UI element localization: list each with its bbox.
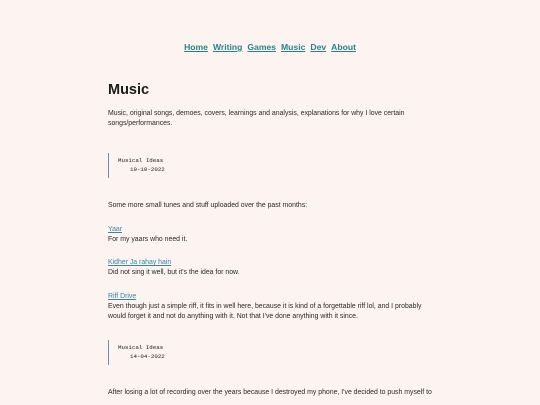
post-body (108, 388, 433, 398)
post-date: 19-10-2022 (130, 166, 165, 173)
entry-link-line (108, 218, 433, 233)
post-category: Musical Ideas (118, 157, 164, 164)
entry-description: Did not sing it well, but it's the idea for now. (108, 269, 240, 277)
top-nav (0, 41, 540, 53)
post-header (108, 340, 433, 365)
post-header (108, 153, 433, 178)
nav-dev-link[interactable]: Dev (310, 42, 327, 52)
post-date: 14-04-2022 (130, 352, 165, 360)
page-title: Music (108, 82, 150, 98)
nav-about-link[interactable]: About (331, 42, 356, 52)
post-intro: Some more small tunes and stuff uploaded over the past months: (108, 202, 308, 209)
nav-writing-link[interactable]: Writing (212, 42, 243, 52)
nav-home-link[interactable]: Home (184, 42, 208, 52)
nav-games-link[interactable]: Games (247, 42, 277, 52)
entry-description: For my yaars who need it. (108, 235, 188, 243)
post-category: Musical Ideas (118, 343, 164, 351)
entry-link-line (108, 285, 433, 300)
entry-link-riff-drive[interactable]: Riff Drive (108, 292, 137, 300)
nav-music-link[interactable]: Music (281, 42, 306, 52)
entry-link-kidher-ja-rahay-hain[interactable]: Kidher Ja rahay hain (108, 259, 172, 267)
entry-link-line (108, 251, 433, 267)
post-intro: After losing a lot of recording over the years because I destroyed my phone, I've decided to push myself to (108, 388, 432, 396)
post-body (108, 201, 433, 322)
page-intro: Music, original songs, demoes, covers, learnings and analysis, explanations for why I love certain songs/performances. (108, 110, 405, 127)
main-content (108, 80, 433, 405)
entry-description: Even though just a simple riff, it fits in well here, because it is kind of a forgettable riff lol, and I probably would forget it and not do anything with it. Not that I've done anything with it since. (108, 302, 422, 320)
entry-link-yaar[interactable]: Yaar (108, 225, 123, 233)
